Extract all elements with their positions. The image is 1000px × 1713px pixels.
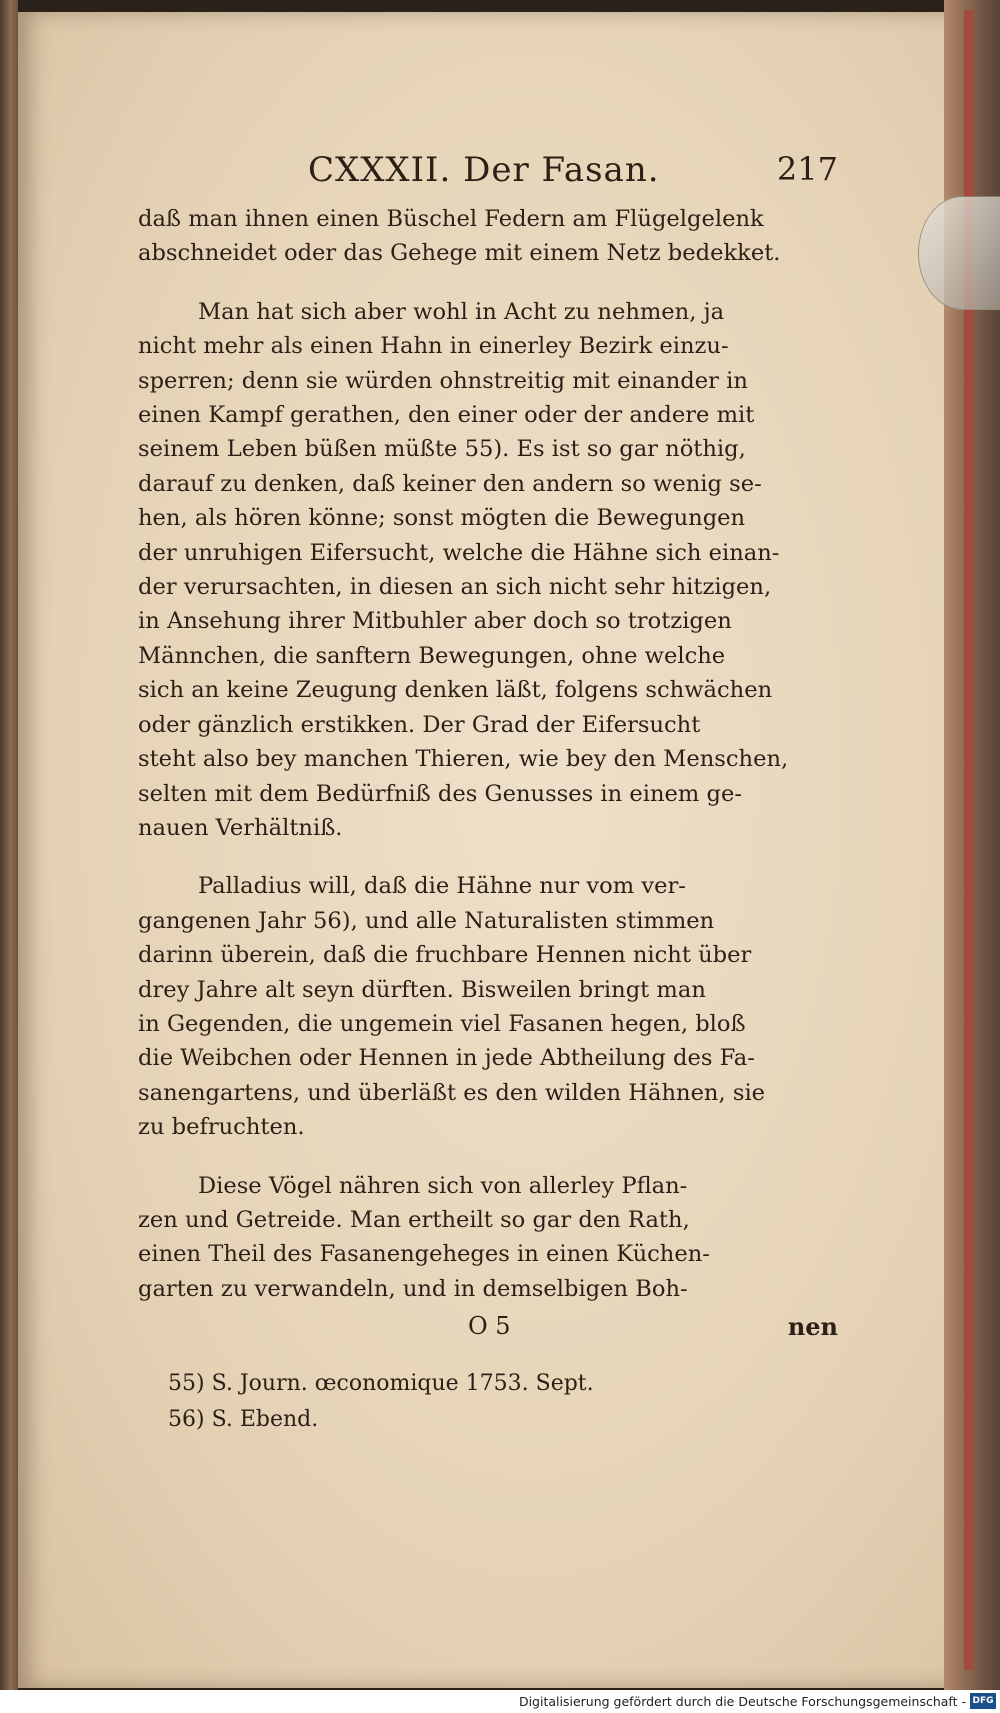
- text-line: garten zu verwandeln, und in demselbigen Boh-: [138, 1275, 688, 1302]
- dfg-logo: DFG: [970, 1693, 996, 1709]
- chapter-title: CXXXII. Der Fasan.: [308, 150, 660, 190]
- text-line: Man hat sich aber wohl in Acht zu nehmen, ja: [198, 298, 725, 325]
- text-line: die Weibchen oder Hennen in jede Abtheilung des Fa-: [138, 1045, 755, 1072]
- text-line: darauf zu denken, daß keiner den andern so wenig se-: [138, 470, 762, 497]
- text-line: zen und Getreide. Man ertheilt so gar den Rath,: [138, 1206, 690, 1233]
- text-line: nauen Verhältniß.: [138, 814, 343, 841]
- text-line: sanengartens, und überläßt es den wilden Hähnen, sie: [138, 1079, 766, 1106]
- text-line: in Ansehung ihrer Mitbuhler aber doch so trotzigen: [138, 608, 732, 635]
- text-line: der verursachten, in diesen an sich nicht sehr hitzigen,: [138, 574, 772, 601]
- catchword: nen: [787, 1312, 838, 1342]
- running-head: [138, 142, 838, 202]
- text-line: Diese Vögel nähren sich von allerley Pflan-: [198, 1172, 688, 1199]
- footnote: 55) S. Journ. œconomique 1753. Sept.: [168, 1371, 594, 1397]
- digitization-credit: Digitalisierung gefördert durch die Deutsche Forschungsgemeinschaft -: [518, 1694, 966, 1709]
- text-line: seinem Leben büßen müßte 55). Es ist so gar nöthig,: [138, 436, 746, 463]
- footnote: 56) S. Ebend.: [168, 1407, 319, 1433]
- text-line: in Gegenden, die ungemein viel Fasanen hegen, bloß: [138, 1010, 746, 1037]
- paragraph-4: [138, 1169, 838, 1307]
- footnotes: [138, 1366, 838, 1438]
- signature-line: [138, 1312, 838, 1348]
- text-line: daß man ihnen einen Büschel Federn am Flügelgelenk: [138, 206, 764, 232]
- text-line: der unruhigen Eifersucht, welche die Hähne sich einan-: [138, 539, 780, 566]
- body-text: [138, 202, 838, 1306]
- text-line: hen, als hören könne; sonst mögten die Bewegungen: [138, 505, 746, 532]
- text-line: selten mit dem Bedürfniß des Genusses in einem ge-: [138, 780, 742, 807]
- footer-bar: [0, 1690, 1000, 1713]
- page-clip: [918, 196, 1000, 310]
- page-number: 217: [776, 150, 838, 188]
- text-line: nicht mehr als einen Hahn in einerley Bezirk einzu-: [138, 333, 729, 360]
- paragraph-1: [138, 202, 838, 271]
- text-line: gangenen Jahr 56), und alle Naturalisten stimmen: [138, 907, 715, 934]
- paragraph-3: [138, 869, 838, 1144]
- text-line: abschneidet oder das Gehege mit einem Netz bedekket.: [138, 240, 781, 267]
- book-page: [18, 12, 960, 1688]
- page-content: [138, 142, 838, 1438]
- book-spine-edge: [0, 0, 18, 1713]
- text-line: sperren; denn sie würden ohnstreitig mit einander in: [138, 367, 748, 394]
- text-line: zu befruchten.: [138, 1114, 305, 1141]
- text-line: darinn überein, daß die fruchbare Hennen nicht über: [138, 942, 752, 969]
- signature-mark: O 5: [468, 1312, 511, 1341]
- text-line: drey Jahre alt seyn dürften. Bisweilen bringt man: [138, 976, 706, 1003]
- text-line: einen Theil des Fasanengeheges in einen Küchen-: [138, 1241, 710, 1268]
- paragraph-2: [138, 295, 838, 846]
- text-line: einen Kampf gerathen, den einer oder der andere mit: [138, 402, 755, 429]
- text-line: Männchen, die sanftern Bewegungen, ohne welche: [138, 642, 726, 669]
- text-line: Palladius will, daß die Hähne nur vom ver-: [198, 873, 686, 900]
- text-line: sich an keine Zeugung denken läßt, folgens schwächen: [138, 677, 773, 704]
- text-line: steht also bey manchen Thieren, wie bey den Menschen,: [138, 746, 789, 773]
- text-line: oder gänzlich erstikken. Der Grad der Eifersucht: [138, 711, 701, 738]
